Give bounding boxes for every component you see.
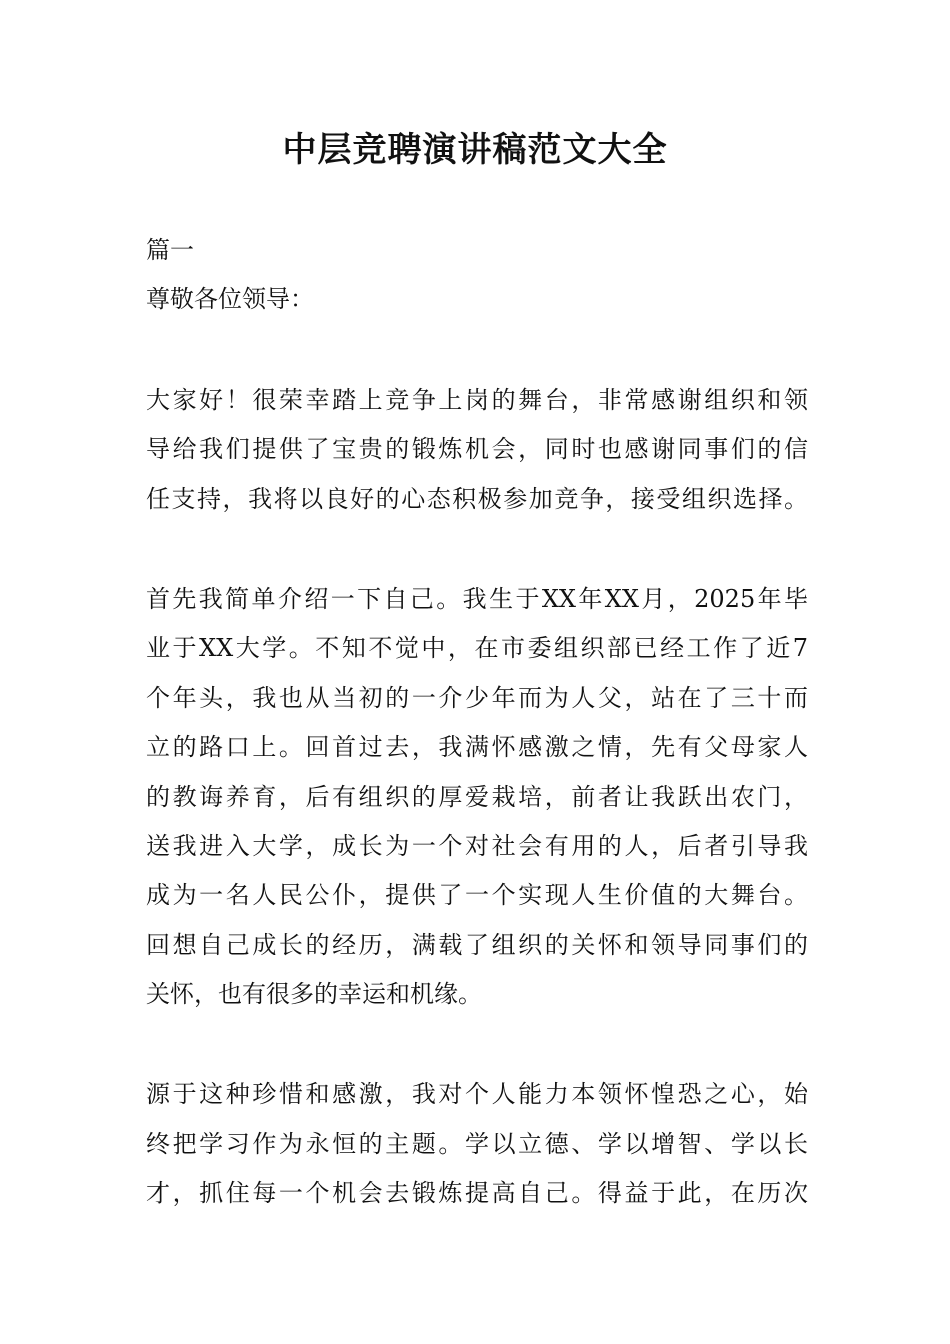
- paragraph-line: 终把学习作为永恒的主题。学以立德、学以增智、学以长: [146, 1129, 808, 1158]
- salutation: 尊敬各位领导：: [146, 285, 314, 314]
- paragraph-line: 导给我们提供了宝贵的锻炼机会，同时也感谢同事们的信: [146, 435, 808, 464]
- section-label: 篇一: [146, 236, 194, 264]
- paragraph-line: 的教诲养育，后有组织的厚爱栽培，前者让我跃出农门，: [146, 782, 808, 811]
- paragraph-gap: [146, 325, 808, 376]
- paragraph-line: 成为一名人民公仆，提供了一个实现人生价值的大舞台。: [146, 881, 808, 910]
- paragraph-line: 才，抓住每一个机会去锻炼提高自己。得益于此，在历次: [146, 1179, 808, 1208]
- paragraph-line: 立的路口上。回首过去，我满怀感激之情，先有父母家人: [146, 733, 808, 762]
- paragraph-gap: [146, 1019, 808, 1070]
- document-title: 中层竞聘演讲稿范文大全: [282, 130, 668, 170]
- paragraph-line: 任支持，我将以良好的心态积极参加竞争，接受组织选择。: [146, 484, 808, 513]
- paragraph-line: 关怀，也有很多的幸运和机缘。: [146, 980, 482, 1009]
- paragraph-line: 大家好！很荣幸踏上竞争上岗的舞台，非常感谢组织和领: [146, 385, 808, 414]
- paragraph-line: 源于这种珍惜和感激，我对个人能力本领怀惶恐之心，始: [146, 1080, 808, 1109]
- paragraph-3: [146, 1070, 808, 1218]
- paragraph-line: 个年头，我也从当初的一介少年而为人父，站在了三十而: [146, 683, 808, 712]
- paragraph-line: 首先我简单介绍一下自己。我生于XX年XX月，2025年毕: [146, 584, 808, 613]
- paragraph-1: [146, 376, 808, 524]
- paragraph-2: [146, 575, 808, 1020]
- paragraph-line: 回想自己成长的经历，满载了组织的关怀和领导同事们的: [146, 930, 808, 959]
- paragraph-line: 业于XX大学。不知不觉中，在市委组织部已经工作了近7: [146, 634, 808, 663]
- paragraph-gap: [146, 524, 808, 575]
- paragraph-line: 送我进入大学，成长为一个对社会有用的人，后者引导我: [146, 831, 808, 860]
- document-body: [146, 226, 808, 1219]
